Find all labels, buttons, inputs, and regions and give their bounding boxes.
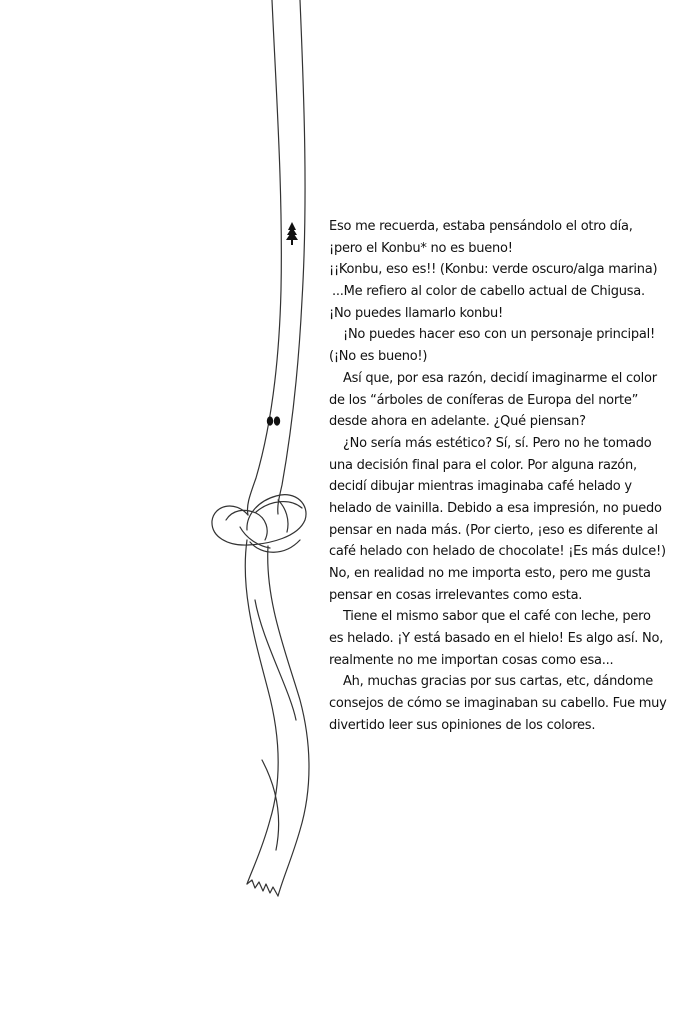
ribbon-strand bbox=[212, 0, 309, 896]
text-line: No, en realidad no me importa esto, pero me gusta bbox=[329, 566, 651, 581]
text-line: ¡No puedes llamarlo konbu! bbox=[329, 305, 503, 321]
text-line: es helado. ¡Y está basado en el hielo! Es algo así. No, bbox=[329, 631, 664, 647]
text-line: ¡No puedes hacer eso con un personaje principal! bbox=[343, 327, 655, 343]
text-line: divertido leer sus opiniones de los colores. bbox=[329, 717, 596, 733]
text-line: pensar en nada más. (Por cierto, ¡eso es diferente al bbox=[329, 522, 658, 538]
text-line: ¡pero el Konbu* no es bueno! bbox=[329, 240, 513, 256]
text-line: ...Me refiero al color de cabello actual de Chigusa. bbox=[332, 284, 645, 300]
ribbon-upper-left-edge bbox=[247, 0, 281, 515]
ribbon-frayed-end bbox=[247, 880, 278, 896]
text-line: consejos de cómo se imaginaban su cabello. Fue muy bbox=[329, 696, 667, 712]
text-line: café helado con helado de chocolate! ¡Es más dulce!) bbox=[329, 544, 666, 560]
text-line: Eso me recuerda, estaba pensándolo el otro día, bbox=[329, 219, 633, 234]
text-line: (¡No es bueno!) bbox=[329, 349, 428, 365]
text-line: decidí dibujar mientras imaginaba café helado y bbox=[329, 479, 632, 495]
text-line: realmente no me importan cosas como esa... bbox=[329, 652, 614, 668]
ribbon-lower-left-edge bbox=[245, 540, 278, 884]
coffee-bean-icon bbox=[267, 416, 280, 425]
text-line: Tiene el mismo sabor que el café con leche, pero bbox=[343, 609, 651, 625]
tree-icon bbox=[286, 222, 298, 245]
author-note-text bbox=[329, 216, 674, 737]
text-line: ¿No sería más estético? Sí, sí. Pero no he tomado bbox=[343, 435, 652, 451]
text-line: ¡¡Konbu, eso es!! (Konbu: verde oscuro/alga marina) bbox=[329, 262, 658, 278]
text-line: de los “árboles de coníferas de Europa del norte” bbox=[329, 392, 639, 408]
text-line: una decisión final para el color. Por alguna razón, bbox=[329, 457, 637, 473]
text-line: desde ahora en adelante. ¿Qué piensan? bbox=[329, 414, 586, 430]
ribbon-lower-right-edge bbox=[268, 546, 309, 896]
text-line: helado de vainilla. Debido a esa impresión, no puedo bbox=[329, 500, 662, 516]
text-line: Ah, muchas gracias por sus cartas, etc, dándome bbox=[343, 674, 653, 690]
text-line: Así que, por esa razón, decidí imaginarme el color bbox=[343, 370, 657, 386]
text-line: pensar en cosas irrelevantes como esta. bbox=[329, 587, 583, 603]
